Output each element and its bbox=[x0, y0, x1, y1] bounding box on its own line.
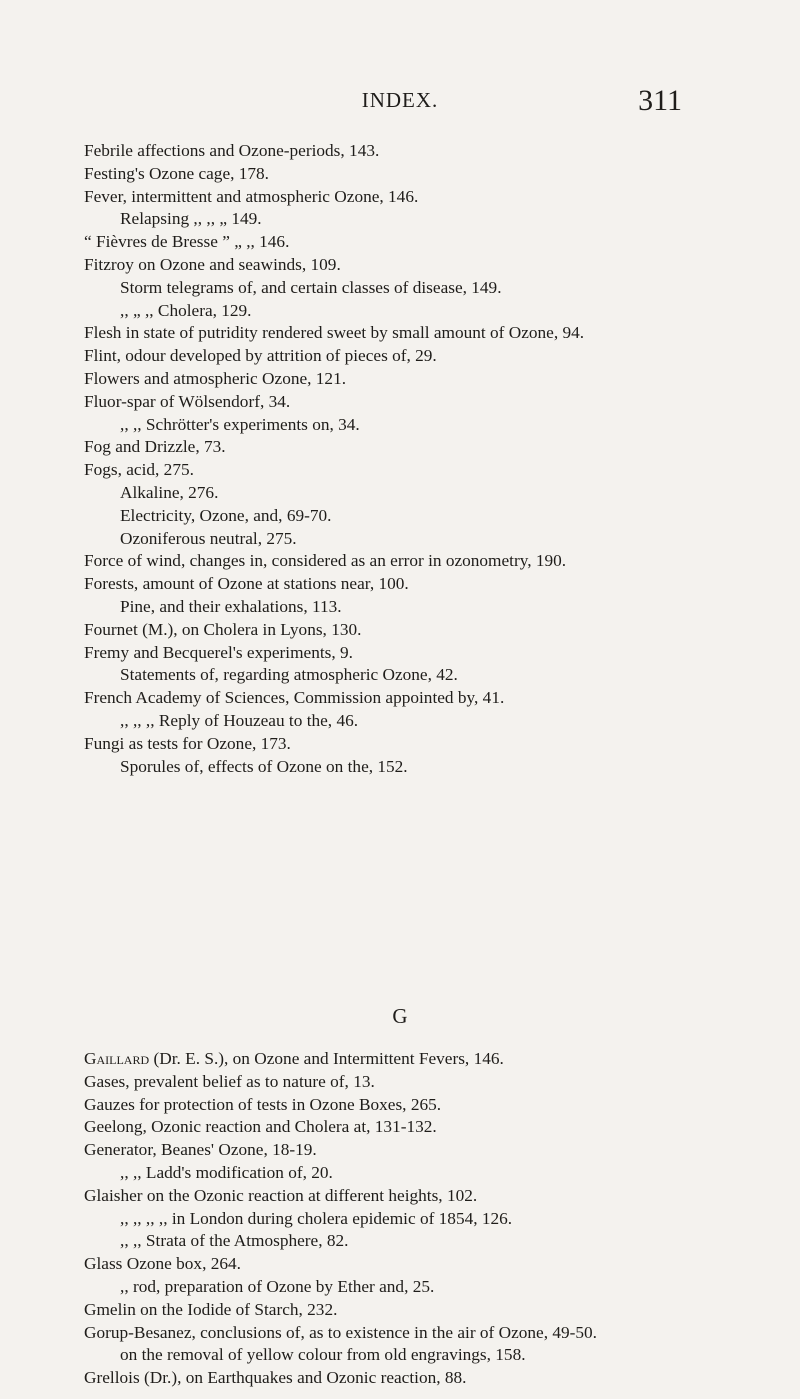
index-subentry: on the removal of yellow colour from old engravings, 158. bbox=[120, 1345, 526, 1365]
index-entry: Grellois (Dr.), on Earthquakes and Ozonic reaction, 88. bbox=[84, 1368, 467, 1388]
index-subentry: Electricity, Ozone, and, 69-70. bbox=[120, 505, 332, 525]
index-entry: French Academy of Sciences, Commission appointed by, 41. bbox=[84, 688, 505, 708]
index-entry: “ Fièvres de Bresse ” „ ,, 146. bbox=[84, 232, 290, 252]
index-subentry: ,, ,, ,, Reply of Houzeau to the, 46. bbox=[120, 710, 359, 730]
index-entry: Festing's Ozone cage, 178. bbox=[84, 163, 270, 183]
page-header bbox=[0, 86, 800, 126]
index-entry: Gases, prevalent belief as to nature of, 13. bbox=[84, 1071, 375, 1091]
index-entry: Flint, odour developed by attrition of pieces of, 29. bbox=[84, 346, 437, 366]
entry-detail: (Dr. E. S.), on Ozone and Intermittent Fevers, 146. bbox=[149, 1049, 504, 1068]
index-entry: Fog and Drizzle, 73. bbox=[84, 437, 226, 457]
page-number: 311 bbox=[638, 84, 682, 117]
index-entry: Forests, amount of Ozone at stations near, 100. bbox=[84, 574, 409, 594]
index-entry bbox=[84, 1048, 774, 1071]
index-subentry: Storm telegrams of, and certain classes of disease, 149. bbox=[120, 277, 502, 297]
index-entry: Gorup-Besanez, conclusions of, as to existence in the air of Ozone, 49-50. bbox=[84, 1322, 598, 1342]
running-head: INDEX. bbox=[361, 88, 439, 112]
index-entry: Glass Ozone box, 264. bbox=[84, 1254, 241, 1274]
entry-name: Gaillard bbox=[84, 1049, 150, 1068]
index-subentry: Alkaline, 276. bbox=[120, 482, 219, 502]
index-subentry: ,, ,, Strata of the Atmosphere, 82. bbox=[120, 1231, 349, 1251]
index-entry: Fitzroy on Ozone and seawinds, 109. bbox=[84, 254, 341, 274]
index-entry: Fungi as tests for Ozone, 173. bbox=[84, 733, 291, 753]
index-subentry: ,, „ ,, Cholera, 129. bbox=[120, 300, 252, 320]
index-entry: Flesh in state of putridity rendered sweet by small amount of Ozone, 94. bbox=[84, 323, 585, 343]
index-subentry: Sporules of, effects of Ozone on the, 152. bbox=[120, 756, 408, 776]
index-entry: Fogs, acid, 275. bbox=[84, 460, 194, 480]
index-entry: Glaisher on the Ozonic reaction at different heights, 102. bbox=[84, 1185, 478, 1205]
index-entry: Force of wind, changes in, considered as an error in ozonometry, 190. bbox=[84, 551, 567, 571]
index-entry: Fournet (M.), on Cholera in Lyons, 130. bbox=[84, 619, 362, 639]
index-subentry: Ozoniferous neutral, 275. bbox=[120, 528, 297, 548]
section-letter: G bbox=[392, 1004, 408, 1028]
index-subentry: ,, ,, ,, ,, in London during cholera epidemic of 1854, 126. bbox=[120, 1208, 513, 1228]
index-entry: Febrile affections and Ozone-periods, 143. bbox=[84, 141, 380, 160]
index-section-g bbox=[84, 1048, 774, 1390]
index-entry: Gauzes for protection of tests in Ozone Boxes, 265. bbox=[84, 1094, 442, 1114]
index-entry: Geelong, Ozonic reaction and Cholera at, 131-132. bbox=[84, 1117, 437, 1137]
index-subentry: ,, rod, preparation of Ozone by Ether and, 25. bbox=[120, 1276, 435, 1296]
index-entry: Fluor-spar of Wölsendorf, 34. bbox=[84, 391, 291, 411]
index-subentry: Statements of, regarding atmospheric Ozone, 42. bbox=[120, 665, 458, 685]
index-subentry: ,, ,, Ladd's modification of, 20. bbox=[120, 1162, 333, 1182]
index-entry: Generator, Beanes' Ozone, 18-19. bbox=[84, 1140, 317, 1160]
index-section-f bbox=[84, 140, 774, 778]
index-entry: Fever, intermittent and atmospheric Ozone, 146. bbox=[84, 186, 419, 206]
index-subentry: ,, ,, Schrötter's experiments on, 34. bbox=[120, 414, 360, 434]
index-entry: Flowers and atmospheric Ozone, 121. bbox=[84, 368, 347, 388]
index-entry: Fremy and Becquerel's experiments, 9. bbox=[84, 642, 353, 662]
index-subentry: Relapsing ,, ,, „ 149. bbox=[120, 209, 262, 229]
index-entry: Gmelin on the Iodide of Starch, 232. bbox=[84, 1299, 338, 1319]
index-subentry: Pine, and their exhalations, 113. bbox=[120, 596, 342, 616]
